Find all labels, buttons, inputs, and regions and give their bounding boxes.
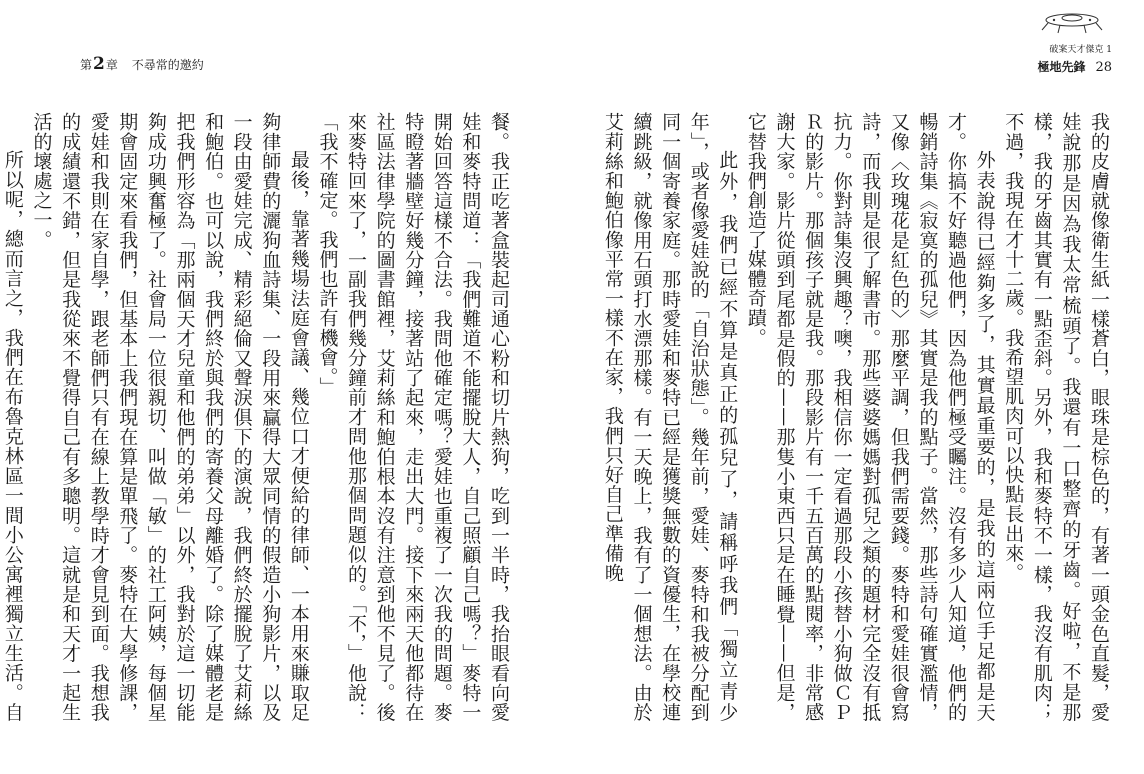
paragraph: 我的皮膚就像衛生紙一樣蒼白，眼珠是棕色的，有著一頭金色直髮，愛娃說那是因為我太常梳頭了。我還有一口整齊的牙齒。好啦，不是那樣，我的牙齒其實有一點歪斜。另外，我和麥特不一樣，我沒有肌肉；不過，我現在才十二歲。我希望肌肉可以快點長出來。 [1002,112,1110,722]
paragraph: 餐。我正吃著盒裝起司通心粉和切片熱狗，吃到一半時，我抬眼看向愛娃和麥特問道：「我們難道不能擺脫大人，自己照顧自己嗎？」麥特一開始回答這樣不合法。我問他確定嗎？愛娃也重複了一次我的問題。麥特瞪著牆壁好幾分鐘，接著站了起來，走出大門。接下來兩天他都待在社區法律學院的圖書館裡，艾莉絲和鮑伯根本沒有注意到他不見了。後來麥特回來了，一副我們幾分鐘前才問他那個問題似的。「不，」他說：「我不確定。我們也許有機會。」 [316,112,510,722]
chapter-suffix: 章 [105,58,118,72]
series-title: 破案天才傑克 1 [1049,45,1112,55]
chapter-prefix: 第 [80,58,93,72]
chapter-number: 2 [93,54,105,74]
right-body-text [601,112,1113,722]
page-number: 28 [1095,60,1112,75]
paragraph: 外表說得已經夠多了，其實最重要的，是我的這兩位手足都是天才。你搞不好聽過他們，因為他們極受矚注。沒有多少人知道，他們的暢銷詩集《寂寞的孤兒》其實是我的點子。當然，那些詩句確實濫情，又像〈玫瑰花是紅色的〉那麼平調，但我們需要錢。麥特和愛娃很會寫詩，而我則是很了解書市。那些婆婆媽媽對孤兒之類的題材完全沒有抵抗力。你對詩集沒興趣？噢，我相信你一定看過那段小孩替小狗做ＣＰＲ的影片。那個孩子就是我。那段影片有一千五百萬的點閱率，非常感謝大家。影片從頭到尾都是假的——那隻小東西只是在睡覺——但是，它替我們創造了媒體奇蹟。 [744,112,996,722]
book-title: 極地先鋒 [1037,60,1086,74]
paragraph: 所以呢，總而言之，我們在布魯克林區一間小公寓裡獨立生活。自 [1,150,24,722]
spaceship-icon [1040,8,1104,36]
paragraph: 此外，我們已經不算是真正的孤兒了，請稱呼我們「獨立青少年」，或者像愛娃說的「自治狀態」。幾年前，愛娃、麥特和我被分配到同一個寄養家庭。那時愛娃和麥特已經是獲獎無數的資優生，在學校連續跳級，就像用石頭打水漂那樣。有一天晚上，我有了一個想法。由於艾莉絲和鮑伯像平常一樣不在家，我們只好自己準備晚 [601,112,739,722]
paragraph: 最後，靠著幾場法庭會議、幾位口才便給的律師、一本用來賺取足夠律師費的灑狗血詩集、一段用來贏得大眾同情的假造小狗影片，以及一段由愛娃完成、精彩絕倫又聲淚俱下的演說，我們終於擺脫了艾莉絲和鮑伯。也可以說，我們終於與我們的寄養父母離婚了。除了媒體老是把我們形容為「那兩個天才兒童和他們的弟弟」以外，我對於這一切能夠成功興奮極了。社會局一位很親切、叫做「敏」的社工阿姨，每個星期會固定來看我們，但基本上我們現在算是單飛了。麥特在大學修課，愛娃和我則在家自學，跟老師們只有在線上教學時才會見到面。我想我的成績還不錯，但是我從來不覺得自己有多聰明。這就是和天才一起生活的壞處之一。 [30,112,310,722]
right-page [572,0,1144,774]
chapter-title: 不尋常的邀約 [131,58,204,72]
left-body-text [1,112,513,722]
chapter-header [80,54,204,74]
book-header [1037,44,1112,75]
